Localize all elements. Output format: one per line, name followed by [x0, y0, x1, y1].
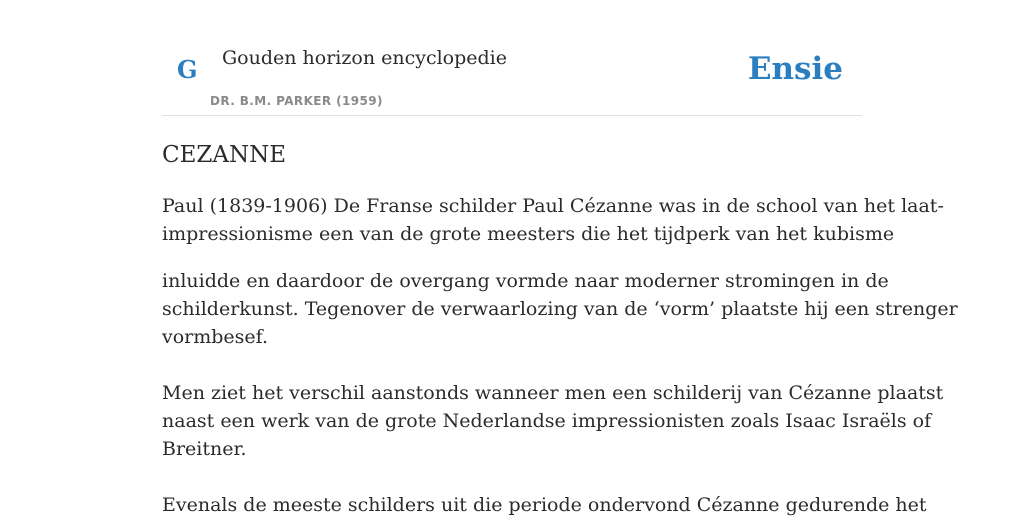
- paragraph-line: Breitner.: [162, 438, 247, 460]
- entry-paragraph: [162, 192, 944, 248]
- book-logo[interactable]: G: [177, 55, 198, 84]
- paragraph-line: Evenals de meeste schilders uit die periode ondervond Cézanne gedurende het: [162, 494, 927, 516]
- paragraph-line: inluidde en daardoor de overgang vormde naar moderner stromingen in de: [162, 270, 889, 292]
- site-header: [162, 0, 862, 116]
- paragraph-line: Men ziet het verschil aanstonds wanneer men een schilderij van Cézanne plaatst: [162, 382, 944, 404]
- book-title-link[interactable]: Gouden horizon encyclopedie: [222, 47, 507, 69]
- paragraph-line: vormbesef.: [162, 326, 269, 348]
- paragraph-line: schilderkunst. Tegenover de verwaarlozing van de ‘vorm’ plaatste hij een strenger: [162, 298, 958, 320]
- entry-paragraph: [162, 491, 927, 519]
- entry-headword: CEZANNE: [162, 142, 287, 168]
- entry-paragraph: [162, 267, 958, 351]
- entry-page: [162, 0, 958, 516]
- paragraph-line: impressionisme een van de grote meesters die het tijdperk van het kubisme: [162, 223, 895, 245]
- ensie-logo[interactable]: Ensie: [747, 51, 843, 87]
- paragraph-line: naast een werk van de grote Nederlandse impressionisten zoals Isaac Israëls of: [162, 410, 932, 432]
- paragraph-line: Paul (1839-1906) De Franse schilder Paul Cézanne was in de school van het laat-: [162, 195, 944, 217]
- entry-paragraph: [162, 379, 944, 463]
- book-author: DR. B.M. PARKER (1959): [210, 94, 383, 108]
